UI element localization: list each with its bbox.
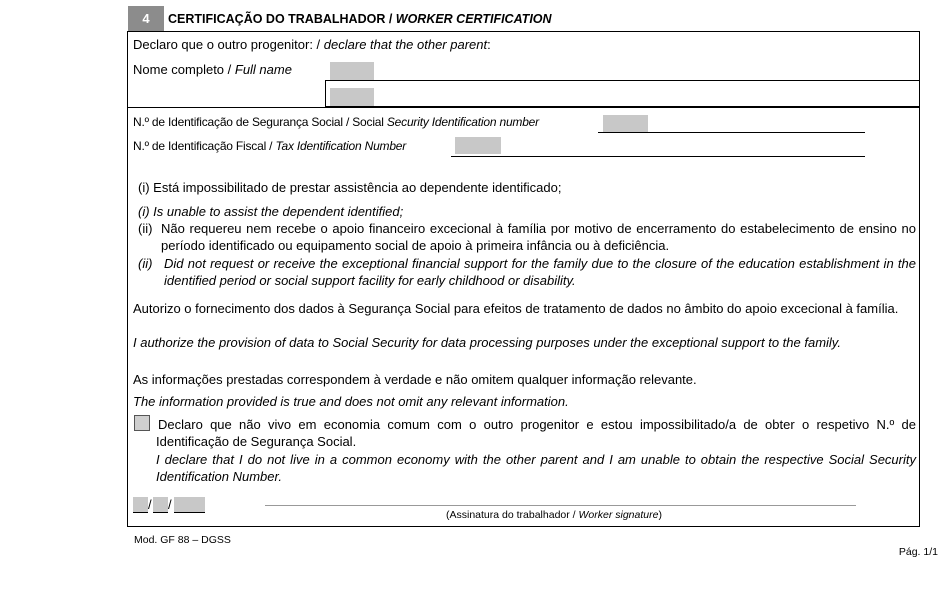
date-sep-1: / bbox=[148, 497, 152, 512]
signature-caption: (Assinatura do trabalhador / Worker signature) bbox=[446, 509, 662, 521]
item-ii-pt: Não requereu nem recebe o apoio financeiro excecional à família por motivo de encerramento do estabelecimento de ensino no período identificado ou equipamento social de apoio à primeira infância ou à deficiência. bbox=[161, 221, 916, 253]
date-day-field[interactable] bbox=[133, 497, 148, 513]
ss-number-field[interactable] bbox=[603, 115, 648, 132]
full-name-field-2[interactable] bbox=[330, 88, 374, 106]
tax-number-field[interactable] bbox=[455, 137, 501, 154]
form-model-code: Mod. GF 88 – DGSS bbox=[134, 534, 231, 546]
full-name-line-1 bbox=[325, 80, 920, 81]
page-number: Pág. 1/1 bbox=[898, 546, 938, 558]
authorize-en: I authorize the provision of data to Social Security for data processing purposes under the exceptional support to the family. bbox=[133, 335, 841, 350]
common-economy-en: I declare that I do not live in a common economy with the other parent and I am unable to obtain the respective Social Security Identification Number. bbox=[156, 452, 916, 484]
declare-other-parent-label: Declaro que o outro progenitor: / declare that the other parent: bbox=[133, 37, 491, 52]
item-ii-marker: (ii) bbox=[138, 221, 153, 236]
item-i-pt: (i) Está impossibilitado de prestar assistência ao dependente identificado; bbox=[138, 180, 562, 195]
common-economy-pt: Declaro que não vivo em economia comum com o outro progenitor e estou impossibilitado/a de obter o respetivo N.º de Identificação de Segurança Social. bbox=[156, 417, 916, 449]
tax-number-line bbox=[451, 156, 865, 157]
authorize-pt: Autorizo o fornecimento dos dados à Segurança Social para efeitos de tratamento de dados no âmbito do apoio excecional à família. bbox=[133, 301, 899, 316]
signature-line[interactable] bbox=[265, 505, 856, 506]
truth-en: The information provided is true and does not omit any relevant information. bbox=[133, 394, 569, 409]
item-i-en: (i) Is unable to assist the dependent identified; bbox=[138, 204, 404, 219]
ss-number-line bbox=[598, 132, 865, 133]
common-economy-checkbox[interactable] bbox=[134, 415, 150, 431]
item-ii-en-marker: (ii) bbox=[138, 256, 153, 271]
full-name-divider bbox=[325, 80, 326, 107]
truth-pt: As informações prestadas correspondem à verdade e não omitem qualquer informação relevante. bbox=[133, 372, 697, 387]
section-number: 4 bbox=[128, 6, 164, 31]
section-title bbox=[168, 12, 552, 26]
date-year-field[interactable] bbox=[174, 497, 205, 513]
full-name-field-1[interactable] bbox=[330, 62, 374, 80]
item-ii-en: Did not request or receive the exceptional financial support for the family due to the closure of the education establishment in the identified period or social support facility for early childhood or disability. bbox=[164, 256, 916, 288]
date-sep-2: / bbox=[168, 497, 172, 512]
section-title-pt: CERTIFICAÇÃO DO TRABALHADOR / bbox=[168, 12, 396, 26]
name-section-divider bbox=[127, 107, 920, 108]
date-month-field[interactable] bbox=[153, 497, 168, 513]
section-title-en: WORKER CERTIFICATION bbox=[395, 12, 552, 26]
full-name-label: Nome completo / Full name bbox=[133, 62, 292, 77]
tax-number-label: N.º de Identificação Fiscal / Tax Identification Number bbox=[133, 139, 407, 153]
ss-number-label: N.º de Identificação de Segurança Social / Social Security Identification number bbox=[133, 115, 539, 129]
